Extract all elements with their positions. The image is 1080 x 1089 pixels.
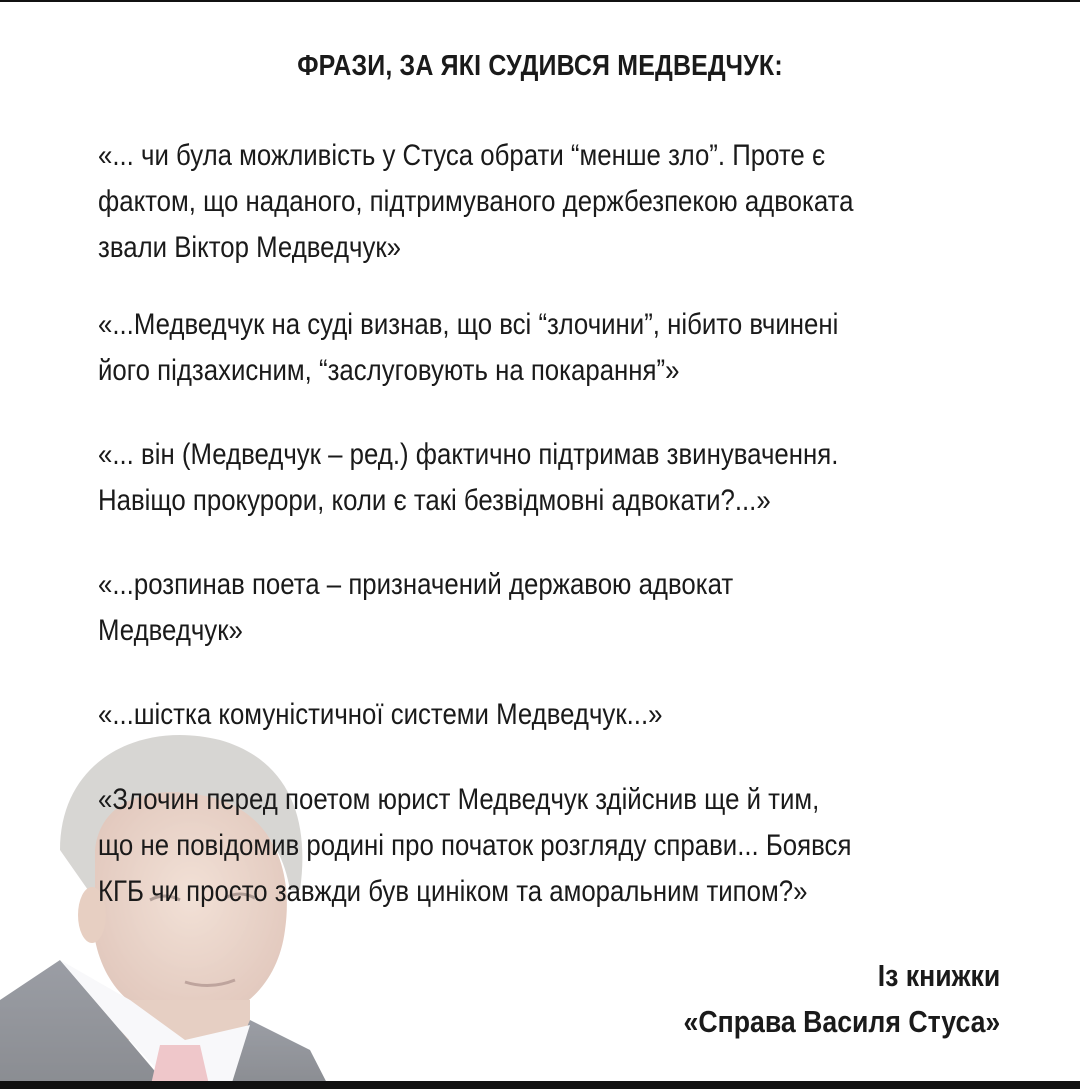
quote-line: «...розпинав поета – призначений державою адвокат <box>98 568 734 601</box>
quote-line: звали Віктор Медведчук» <box>98 231 401 264</box>
quote-1 <box>98 133 975 271</box>
source-attribution <box>683 953 1000 1045</box>
quote-2 <box>98 302 975 394</box>
quote-line: «...шістка комуністичної системи Медведчук...» <box>98 698 663 731</box>
page-title: ФРАЗИ, ЗА ЯКІ СУДИВСЯ МЕДВЕДЧУК: <box>297 50 783 82</box>
quote-line: «... він (Медведчук – ред.) фактично підтримав звинувачення. <box>98 438 839 471</box>
quote-5 <box>98 692 975 738</box>
quote-line: «Злочин перед поетом юрист Медведчук здійснив ще й тим, <box>98 783 820 816</box>
quote-line: «... чи була можливість у Стуса обрати “менше зло”. Проте є <box>98 139 826 172</box>
quote-line: КГБ чи просто завжди був циніком та аморальним типом?» <box>98 875 808 908</box>
quote-4 <box>98 562 975 654</box>
quote-line: його підзахисним, “заслуговують на покарання”» <box>98 354 680 387</box>
quote-line: Медведчук» <box>98 614 243 647</box>
quote-line: Навіщо прокурори, коли є такі безвідмовні адвокати?...» <box>98 484 771 517</box>
quote-line: що не повідомив родині про початок розгляду справи... Боявся <box>98 829 852 862</box>
quote-3 <box>98 432 975 524</box>
top-divider <box>0 0 1080 2</box>
quote-6 <box>98 777 975 915</box>
bottom-divider <box>0 1081 1080 1089</box>
source-line-1: Із книжки <box>877 958 1000 993</box>
quote-line: фактом, що наданого, підтримуваного держбезпекою адвоката <box>98 185 854 218</box>
quote-line: «...Медведчук на суді визнав, що всі “злочини”, нібито вчинені <box>98 308 839 341</box>
source-line-2: «Справа Василя Стуса» <box>683 1004 1000 1039</box>
